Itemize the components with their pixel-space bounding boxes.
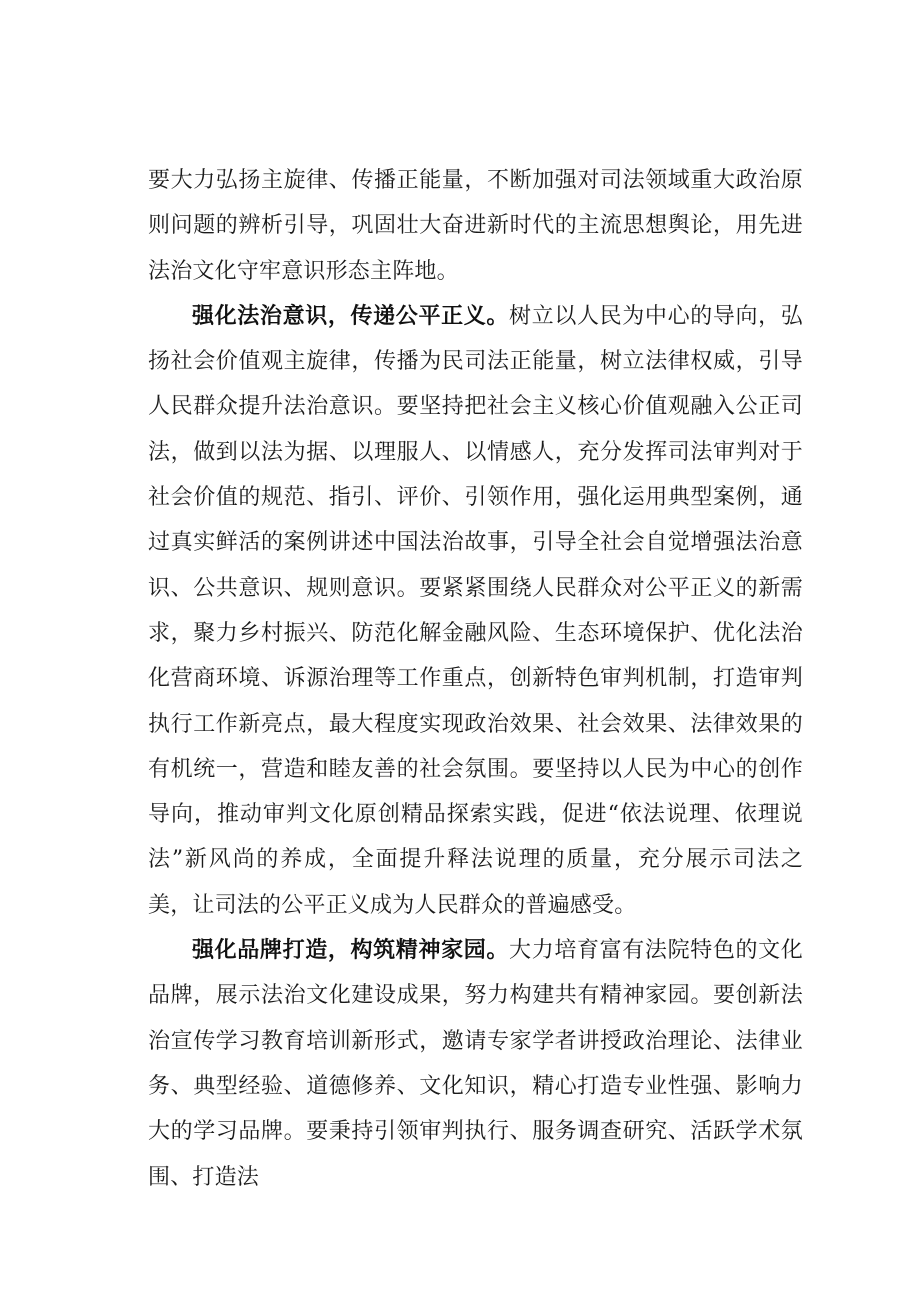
paragraph-body: 树立以人民为中心的导向，弘扬社会价值观主旋律，传播为民司法正能量，树立法律权威，引导人民群众提升法治意识。要坚持把社会主义核心价值观融入公正司法，做到以法为据、以理服人、以情感人，充分发挥司法审判对于社会价值的规范、指引、评价、引领作用，强化运用典型案例，通过真实鲜活的案例讲述中国法治故事，引导全社会自觉增强法治意识、公共意识、规则意识。要紧紧围绕人民群众对公平正义的新需求，聚力乡村振兴、防范化解金融风险、生态环境保护、优化法治化营商环境、诉源治理等工作重点，创新特色审判机制，打造审判执行工作新亮点，最大程度实现政治效果、社会效果、法律效果的有机统一，营造和睦友善的社会氛围。要坚持以人民为中心的创作导向，推动审判文化原创精品探索实践，促进“依法说理、依理说法”新风尚的养成，全面提升释法说理的质量，充分展示司法之美，让司法的公平正义成为人民群众的普遍感受。 [148, 303, 803, 918]
paragraph-heading: 强化品牌打造，构筑精神家园。 [192, 937, 510, 964]
paragraph-heading: 强化法治意识，传递公平正义。 [192, 302, 510, 329]
paragraph-body: 大力培育富有法院特色的文化品牌，展示法治文化建设成果，努力构建共有精神家园。要创新法治宣传学习教育培训新形式，邀请专家学者讲授政治理论、法律业务、典型经验、道德修养、文化知识，精心打造专业性强、影响力大的学习品牌。要秉持引领审判执行、服务调查研究、活跃学术氛围、打造法 [148, 938, 803, 1190]
paragraph-body: 要大力弘扬主旋律、传播正能量，不断加强对司法领域重大政治原则问题的辨析引导，巩固壮大奋进新时代的主流思想舆论，用先进法治文化守牢意识形态主阵地。 [148, 168, 803, 284]
document-body [148, 158, 803, 1200]
paragraph-continuation [148, 158, 803, 294]
paragraph-legal-awareness [148, 294, 803, 928]
paragraph-brand-building [148, 928, 803, 1200]
